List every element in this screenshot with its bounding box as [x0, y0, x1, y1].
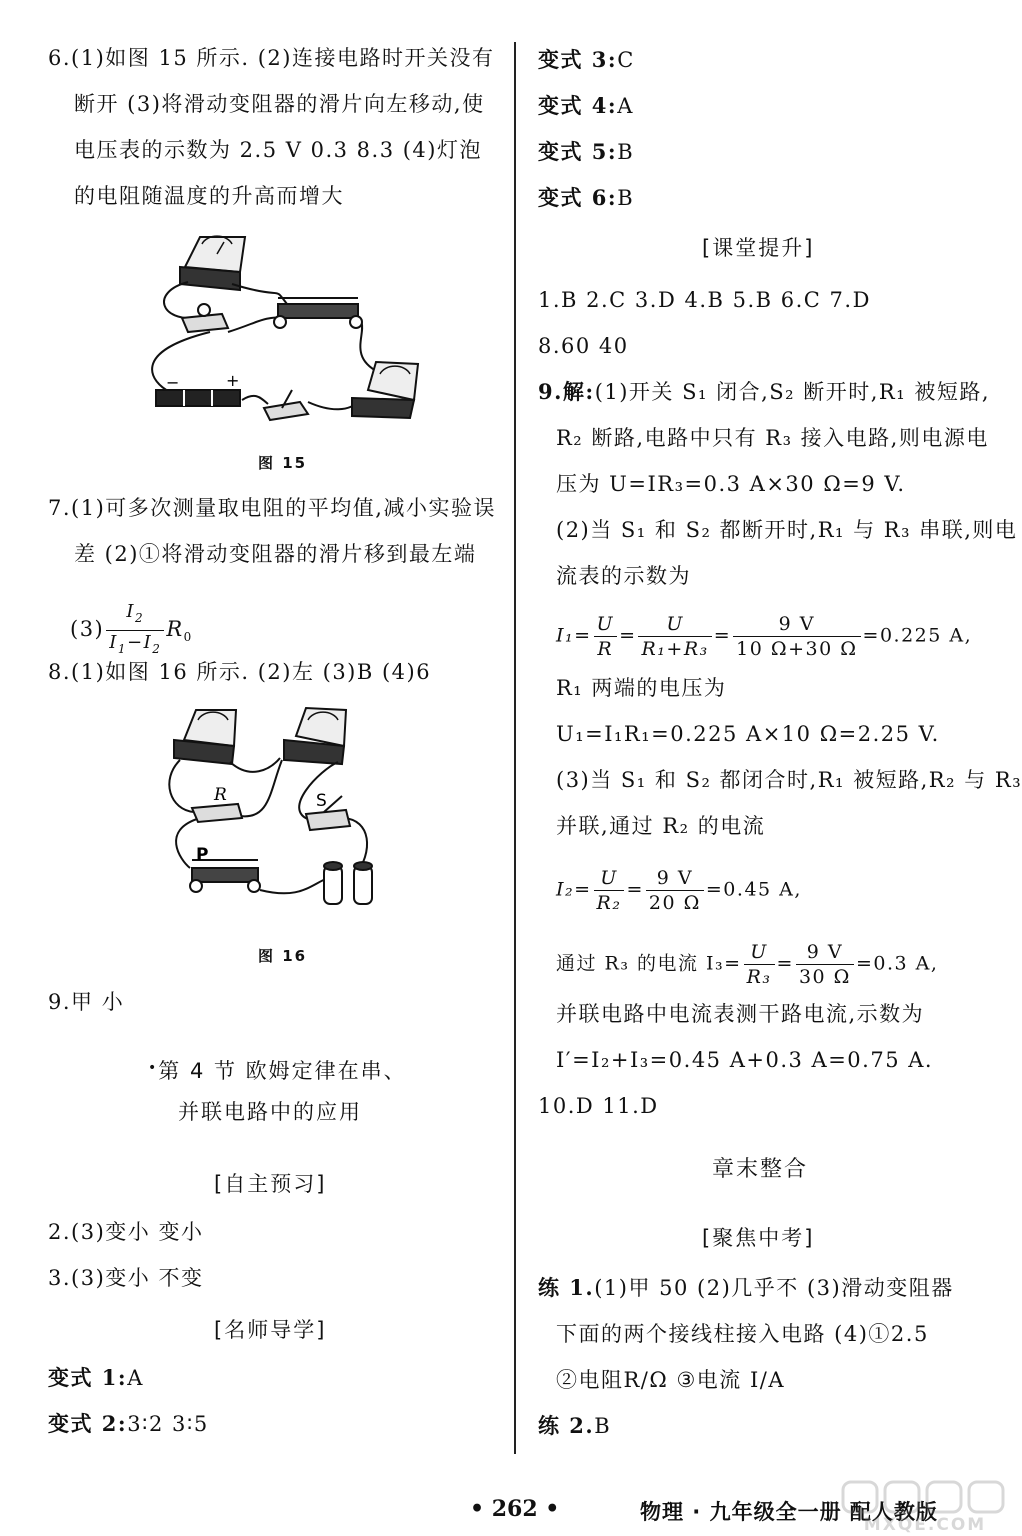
watermark-logo: [835, 1478, 1015, 1534]
bianshi-5-value: B: [617, 140, 635, 164]
bianshi-1-value: A: [127, 1366, 144, 1390]
q9-line: 9.甲 小: [48, 990, 125, 1014]
formula-i1-frac1: [594, 612, 618, 661]
q9-solution-line9: 并联,通过 R₂ 的电流: [556, 814, 766, 838]
lian-1-l1: (1)甲 50 (2)几乎不 (3)滑动变阻器: [594, 1276, 954, 1300]
q8-line: 8.(1)如图 16 所示. (2)左 (3)B (4)6: [48, 660, 432, 684]
q9-solution-line7: U₁=I₁R₁=0.225 A×10 Ω=2.25 V.: [556, 722, 940, 746]
bianshi-5: [538, 138, 634, 166]
formula-i3-result: =0.3 A,: [855, 952, 939, 975]
q9-solution-l1: (1)开关 S₁ 闭合,S₂ 断开时,R₁ 被短路,: [594, 380, 990, 404]
watermark-text: MXQE.COM: [863, 1515, 987, 1534]
bianshi-6-value: B: [617, 186, 635, 210]
formula-i2-frac1: [594, 866, 625, 915]
section-4-title-line2: 并联电路中的应用: [178, 1100, 362, 1124]
fig16-label-s: S: [316, 791, 327, 811]
q7-formula-prefix: (3): [70, 617, 105, 641]
bianshi-6: [538, 184, 634, 212]
bianshi-4: [538, 92, 634, 120]
zizhu-line2: 3.(3)变小 不变: [48, 1266, 204, 1290]
formula-i3-prefix: 通过 R₃ 的电流 I₃=: [556, 952, 742, 975]
figure-16-circuit: [160, 700, 400, 910]
formula-i2-frac1-num: U: [594, 866, 625, 891]
q6-line3: 电压表的示数为 2.5 V 0.3 8.3 (4)灯泡: [74, 138, 482, 162]
formula-i1-lhs: I₁=: [556, 624, 592, 647]
mingshi-heading: [名师导学]: [214, 1318, 327, 1342]
bianshi-2-value: 3∶2 3∶5: [127, 1412, 209, 1436]
bianshi-3-label: 变式 3:: [538, 47, 618, 72]
q9-solution-line6: R₁ 两端的电压为: [556, 676, 727, 700]
fig16-label-p: P: [196, 845, 209, 865]
figure-15-caption: 图 15: [258, 454, 308, 472]
formula-i1: I₁= $\frac{U}{R}$ = $\frac{U}{\text{R₁+R₃}}$ = $\frac{9 V}{10 \Omega+30 \Omega}$ =0.225 A,: [556, 613, 973, 660]
ketang-answers-1: 1.B 2.C 3.D 4.B 5.B 6.C 7.D: [538, 288, 871, 312]
bianshi-3-value: C: [617, 48, 635, 72]
formula-i2: I₂= $\frac{U}{\text{R₂}}$ = $\frac{9 V}{20 \Omega}$ =0.45 A,: [556, 867, 802, 914]
lian-1-line2: 下面的两个接线柱接入电路 (4)①2.5: [556, 1322, 929, 1346]
q7-frac-den-b: −I: [127, 632, 153, 653]
zizhu-line1: 2.(3)变小 变小: [48, 1220, 204, 1244]
formula-i1-frac3-num: 9 V: [733, 612, 860, 637]
lian-1-line1: [538, 1274, 954, 1302]
formula-i2-result: =0.45 A,: [705, 878, 802, 901]
bianshi-1-label: 变式 1:: [48, 1365, 128, 1390]
bianshi-2: [48, 1410, 209, 1438]
bianshi-6-label: 变式 6:: [538, 185, 618, 210]
formula-i1-frac2-den: R₁+R₃: [641, 638, 709, 660]
q9-solution-label: 9.解:: [538, 379, 595, 404]
bianshi-5-label: 变式 5:: [538, 139, 618, 164]
formula-i3-frac2-num: 9 V: [796, 940, 854, 965]
q7-line1: 7.(1)可多次测量取电阻的平均值,减小实验误: [48, 496, 496, 520]
formula-i3-frac2: [796, 940, 854, 989]
formula-i1-frac1-num: U: [594, 612, 618, 637]
ketang-heading: [课堂提升]: [702, 236, 815, 260]
bianshi-1: [48, 1364, 144, 1392]
q9-solution-line10: 并联电路中电流表测干路电流,示数为: [556, 1002, 925, 1026]
formula-i2-frac1-den: R₂: [596, 892, 622, 914]
ketang-answers-2: 8.60 40: [538, 334, 629, 358]
figure-16-caption: 图 16: [258, 947, 308, 965]
q6-line2: 断开 (3)将滑动变阻器的滑片向左移动,使: [74, 92, 485, 116]
q7-frac-num: I: [126, 601, 136, 622]
formula-i2-frac2: [646, 866, 704, 915]
formula-i1-frac3: [733, 612, 860, 661]
fig16-label-r: R: [214, 785, 227, 805]
section-4-dot: •: [148, 1060, 159, 1076]
formula-i2-frac2-den: 20 Ω: [648, 892, 701, 914]
q6-line1: 6.(1)如图 15 所示. (2)连接电路时开关没有: [48, 46, 495, 70]
formula-i3: 通过 R₃ 的电流 I₃= $\frac{U}{\text{R₃}}$ = $\frac{9 V}{30 \Omega}$ =0.3 A,: [556, 941, 939, 988]
formula-i2-frac2-num: 9 V: [646, 866, 704, 891]
q9-solution-line1: [538, 378, 990, 406]
jujiao-heading: [聚焦中考]: [702, 1226, 815, 1250]
q9-solution-line8: (3)当 S₁ 和 S₂ 都闭合时,R₁ 被短路,R₂ 与 R₃: [556, 768, 1022, 792]
column-divider: [514, 42, 516, 1454]
lian-2: [538, 1412, 611, 1440]
q9-solution-line5: 流表的示数为: [556, 564, 691, 588]
chapter-summary-heading: 章末整合: [712, 1157, 809, 1182]
bianshi-3: [538, 46, 635, 74]
svg-text:−: −: [166, 373, 180, 392]
answers-10-11: 10.D 11.D: [538, 1094, 659, 1118]
formula-i3-frac1-den: R₃: [746, 966, 772, 988]
q7-line2: 差 (2)①将滑动变阻器的滑片移到最左端: [74, 542, 477, 566]
lian-2-label: 练 2.: [538, 1413, 595, 1438]
q7-formula-r0: R: [166, 617, 184, 641]
formula-i1-frac2: [638, 612, 711, 661]
formula-i3-frac2-den: 30 Ω: [798, 966, 851, 988]
formula-i2-lhs: I₂=: [556, 878, 592, 901]
lian-1-label: 练 1.: [538, 1275, 595, 1300]
page-number: • 262 •: [470, 1496, 560, 1522]
q9-solution-line11: I′=I₂+I₃=0.45 A+0.3 A=0.75 A.: [556, 1048, 934, 1072]
bianshi-4-value: A: [617, 94, 634, 118]
lian-2-value: B: [594, 1414, 612, 1438]
zizhu-heading: [自主预习]: [214, 1172, 327, 1196]
q7-line3-formula: (3) $\frac{I_2}{I_1-I_2}$ $R_0$: [70, 600, 193, 661]
section-4-title1-text: 第 4 节 欧姆定律在串、: [158, 1059, 407, 1083]
formula-i3-frac1-num: U: [744, 940, 775, 965]
formula-i1-frac3-den: 10 Ω+30 Ω: [736, 638, 858, 660]
q7-frac-den-a: I: [109, 632, 118, 653]
q9-solution-line4: (2)当 S₁ 和 S₂ 都断开时,R₁ 与 R₃ 串联,则电: [556, 518, 1018, 542]
q9-solution-line3: 压为 U=IR₃=0.3 A×30 Ω=9 V.: [556, 472, 906, 496]
q9-solution-line2: R₂ 断路,电路中只有 R₃ 接入电路,则电源电: [556, 426, 989, 450]
book-info: 物理 · 九年级全一册 配人教版: [640, 1500, 938, 1524]
formula-i1-result: =0.225 A,: [862, 624, 973, 647]
formula-i3-frac1: [744, 940, 775, 989]
svg-text:+: +: [226, 371, 240, 390]
formula-i1-frac1-den: R: [597, 638, 614, 660]
q7-fraction: $\frac{I_2}{I_1-I_2}$: [106, 600, 164, 661]
bianshi-4-label: 变式 4:: [538, 93, 618, 118]
bianshi-2-label: 变式 2:: [48, 1411, 128, 1436]
section-4-title-line1: [148, 1054, 407, 1085]
q6-line4: 的电阻随温度的升高而增大: [74, 184, 344, 208]
formula-i1-frac2-num: U: [638, 612, 711, 637]
figure-15-circuit: [140, 222, 440, 442]
lian-1-line3: ②电阻R/Ω ③电流 I/A: [556, 1368, 786, 1392]
